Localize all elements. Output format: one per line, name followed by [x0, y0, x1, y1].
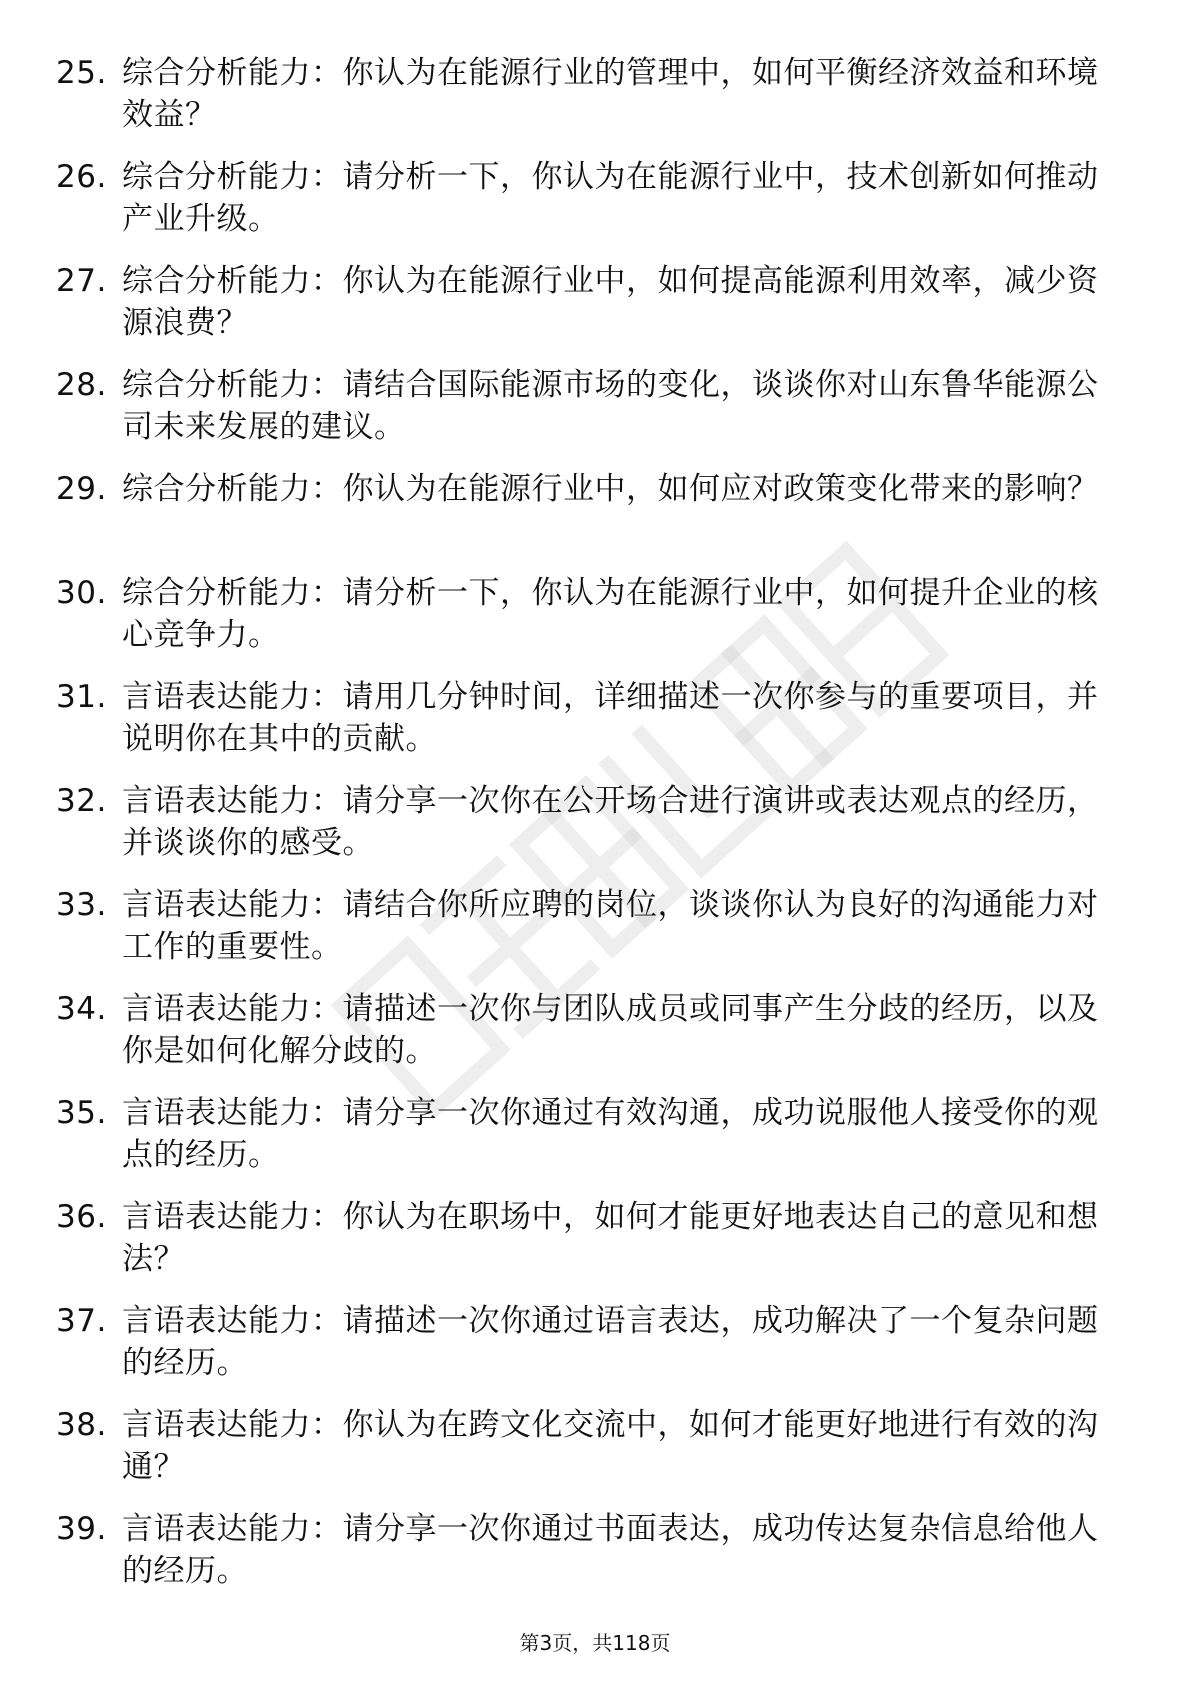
question-text: 言语表达能力：请描述一次你与团队成员或同事产生分歧的经历，以及你是如何化解分歧的。: [122, 991, 1099, 1069]
question-item: [56, 676, 1116, 780]
question-item: [56, 468, 1116, 572]
question-number: 36.: [56, 1199, 107, 1235]
page-number-label: 第3页，共118页: [519, 1631, 671, 1655]
question-number: 39.: [56, 1511, 107, 1547]
question-item: [56, 884, 1116, 988]
question-number: 29.: [56, 471, 107, 507]
question-text: 言语表达能力：请用几分钟时间，详细描述一次你参与的重要项目，并说明你在其中的贡献。: [122, 679, 1099, 757]
question-number: 32.: [56, 783, 107, 819]
question-number: 26.: [56, 159, 107, 195]
question-item: [56, 1404, 1116, 1508]
question-text: 综合分析能力：你认为在能源行业的管理中，如何平衡经济效益和环境效益？: [122, 55, 1099, 133]
question-text: 言语表达能力：你认为在职场中，如何才能更好地表达自己的意见和想法？: [122, 1199, 1099, 1277]
question-text: 言语表达能力：请分享一次你通过书面表达，成功传达复杂信息给他人的经历。: [122, 1511, 1099, 1589]
question-number: 38.: [56, 1407, 107, 1443]
question-text: 言语表达能力：请描述一次你通过语言表达，成功解决了一个复杂问题的经历。: [122, 1303, 1099, 1381]
question-number: 31.: [56, 679, 107, 715]
question-number: 27.: [56, 263, 107, 299]
question-text: 综合分析能力：请分析一下，你认为在能源行业中，如何提升企业的核心竞争力。: [122, 575, 1099, 653]
question-list: [56, 52, 1116, 1612]
question-item: [56, 780, 1116, 884]
page-footer: [0, 1630, 1190, 1656]
question-text: 言语表达能力：你认为在跨文化交流中，如何才能更好地进行有效的沟通？: [122, 1407, 1099, 1485]
question-number: 25.: [56, 55, 107, 91]
question-item: [56, 52, 1116, 156]
question-text: 言语表达能力：请分享一次你通过有效沟通，成功说服他人接受你的观点的经历。: [122, 1095, 1099, 1173]
question-text: 综合分析能力：请分析一下，你认为在能源行业中，技术创新如何推动产业升级。: [122, 159, 1099, 237]
question-number: 33.: [56, 887, 107, 923]
question-number: 35.: [56, 1095, 107, 1131]
question-number: 37.: [56, 1303, 107, 1339]
question-item: [56, 1300, 1116, 1404]
question-text: 综合分析能力：你认为在能源行业中，如何应对政策变化带来的影响？: [122, 471, 1099, 507]
question-item: [56, 1092, 1116, 1196]
question-text: 言语表达能力：请结合你所应聘的岗位，谈谈你认为良好的沟通能力对工作的重要性。: [122, 887, 1099, 965]
question-item: [56, 364, 1116, 468]
question-text: 言语表达能力：请分享一次你在公开场合进行演讲或表达观点的经历，并谈谈你的感受。: [122, 783, 1099, 861]
question-item: [56, 1508, 1116, 1612]
question-number: 34.: [56, 991, 107, 1027]
question-item: [56, 260, 1116, 364]
question-text: 综合分析能力：你认为在能源行业中，如何提高能源利用效率，减少资源浪费？: [122, 263, 1099, 341]
question-number: 28.: [56, 367, 107, 403]
question-item: [56, 1196, 1116, 1300]
question-item: [56, 572, 1116, 676]
question-text: 综合分析能力：请结合国际能源市场的变化，谈谈你对山东鲁华能源公司未来发展的建议。: [122, 367, 1099, 445]
question-number: 30.: [56, 575, 107, 611]
question-item: [56, 988, 1116, 1092]
question-item: [56, 156, 1116, 260]
